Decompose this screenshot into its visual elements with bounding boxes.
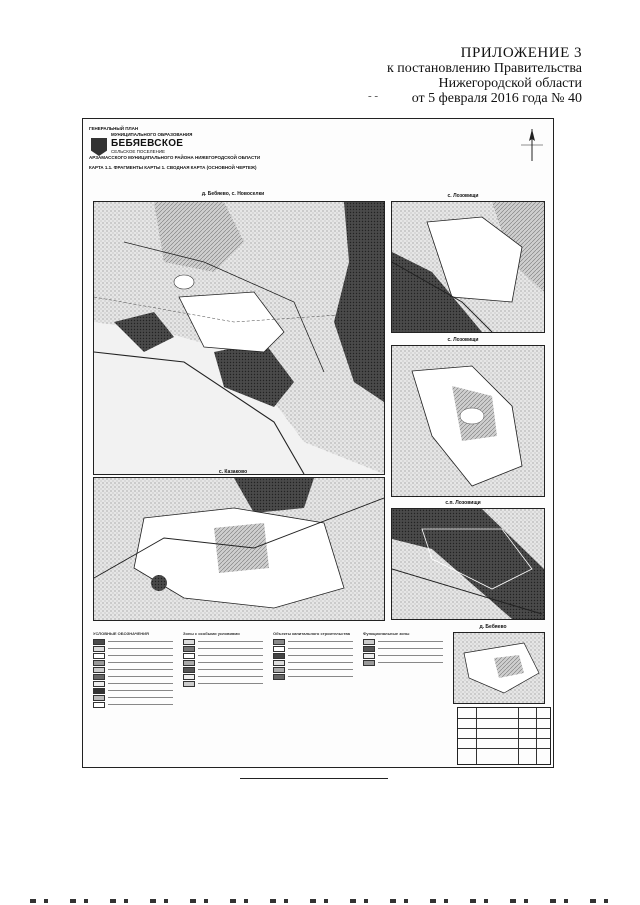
panel-title-6: д. Бебяево xyxy=(479,624,507,630)
map-panel-4 xyxy=(93,477,385,621)
municipality-label: МУНИЦИПАЛЬНОГО ОБРАЗОВАНИЯ xyxy=(111,132,193,137)
panel-title-1: д. Бебяево, с. Новоселки xyxy=(201,191,265,197)
legend-title-3: Объекты капитального строительства xyxy=(273,631,350,636)
municipality-name: БЕБЯЕВСКОЕ xyxy=(111,138,184,149)
document-header xyxy=(387,46,582,106)
map-panel-6 xyxy=(453,632,545,704)
map-panel-2 xyxy=(391,201,545,333)
scan-edge-artifact xyxy=(30,899,610,903)
settlement-label: СЕЛЬСКОЕ ПОСЕЛЕНИЕ xyxy=(111,149,166,154)
legend-title-4: Функциональные зоны xyxy=(363,631,410,636)
region-line: Нижегородской области xyxy=(438,76,582,91)
legend-column-3 xyxy=(273,631,353,680)
legend-column-4 xyxy=(363,631,443,666)
sheet-title-block xyxy=(89,126,260,171)
appendix-title: ПРИЛОЖЕНИЕ 3 xyxy=(460,45,582,61)
map-caption: КАРТА 1.1. ФРАГМЕНТЫ КАРТЫ 1. СВОДНАЯ КАРТА (ОСНОВНОЙ ЧЕРТЕЖ) xyxy=(89,165,257,170)
legend-column-1 xyxy=(93,631,173,708)
map-panel-1 xyxy=(93,201,385,475)
legend-title-2: Зоны с особыми условиями xyxy=(183,631,240,636)
panel-title-5: с.п. Лозовищи xyxy=(445,500,481,506)
panel-title-2: с. Лозовищи xyxy=(447,193,479,199)
margin-mark: - - xyxy=(368,90,379,102)
plan-label: ГЕНЕРАЛЬНЫЙ ПЛАН xyxy=(89,126,139,131)
district-label: АРЗАМАССКОГО МУНИЦИПАЛЬНОГО РАЙОНА НИЖЕГОРОДСКОЙ ОБЛАСТИ xyxy=(89,155,261,160)
north-arrow-icon xyxy=(519,127,545,163)
signature-line xyxy=(240,778,388,779)
resolution-line: к постановлению Правительства xyxy=(386,61,582,76)
map-panel-5 xyxy=(391,508,545,620)
date-line: от 5 февраля 2016 года № 40 xyxy=(411,91,582,106)
panel-title-4: с. Казаково xyxy=(218,469,248,475)
panel-title-3: с. Лозовищи xyxy=(447,337,479,343)
map-sheet xyxy=(82,118,554,768)
map-panel-3 xyxy=(391,345,545,497)
title-block-stamp xyxy=(457,707,551,765)
legend-column-2 xyxy=(183,631,263,687)
legend-title-1: УСЛОВНЫЕ ОБОЗНАЧЕНИЯ xyxy=(93,631,149,636)
